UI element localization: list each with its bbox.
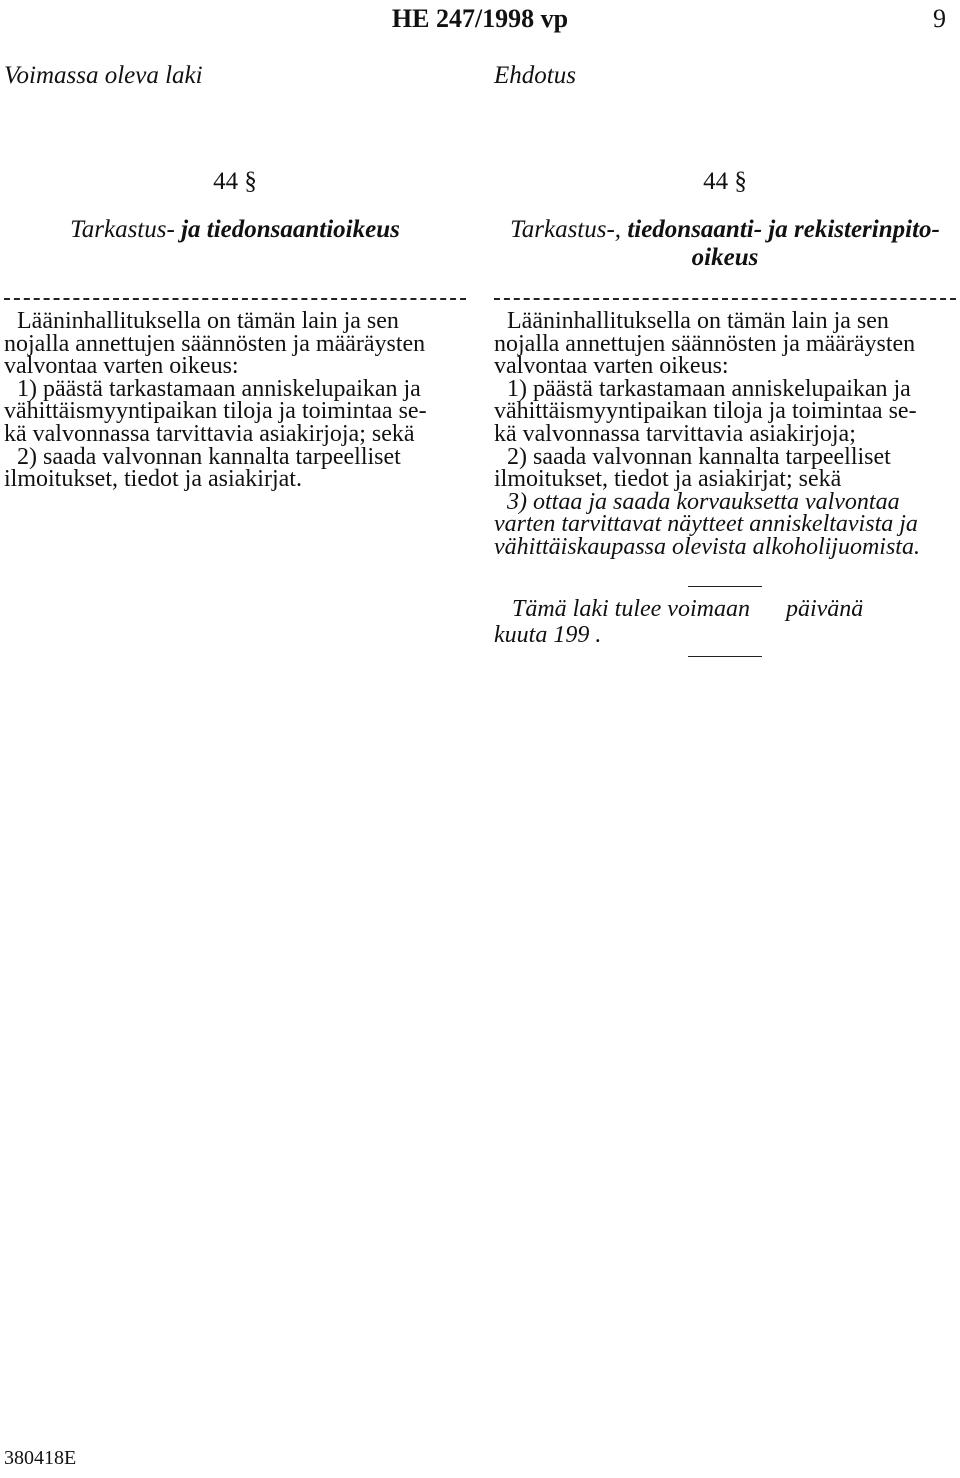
left-paragraph: [4, 310, 466, 491]
right-line: vähittäismyyntipaikan tiloja ja toimintaa se-: [494, 398, 917, 425]
left-section-number: 44 §: [213, 168, 257, 195]
right-title-bold-line1: tiedonsaanti- ja rekisterinpito-: [627, 216, 940, 243]
left-line: 1) päästä tarkastamaan anniskelupaikan ja: [17, 375, 421, 402]
entry-into-force: [494, 596, 956, 648]
document-header-title: HE 247/1998 vp: [391, 4, 569, 33]
right-line: kä valvonnassa tarvittavia asiakirjoja;: [494, 420, 856, 447]
left-line: nojalla annettujen säännösten ja määräysten: [4, 330, 426, 357]
right-section-title: [494, 216, 956, 272]
left-line: vähittäismyyntipaikan tiloja ja toimintaa se-: [4, 398, 427, 425]
right-line: ilmoitukset, tiedot ja asiakirjat; sekä: [494, 466, 842, 493]
left-line: 2) saada valvonnan kannalta tarpeelliset: [17, 443, 401, 470]
entry-line-1: Tämä laki tulee voimaan päivänä: [512, 596, 864, 622]
left-title-bold: ja tiedonsaantioikeus: [181, 216, 400, 243]
right-column-label: Ehdotus: [494, 62, 576, 89]
left-line: Lääninhallituksella on tämän lain ja sen: [17, 308, 399, 334]
entry-line-2: kuuta 199 .: [494, 622, 602, 648]
left-line: kä valvonnassa tarvittavia asiakirjoja; sekä: [4, 420, 415, 447]
left-line: ilmoitukset, tiedot ja asiakirjat.: [4, 466, 302, 493]
right-section-number: 44 §: [703, 168, 747, 195]
right-title-bold-line2: oikeus: [691, 244, 759, 271]
right-new-line: vähittäiskaupassa olevista alkoholijuomista.: [494, 533, 920, 560]
right-new-line: 3) ottaa ja saada korvauksetta valvontaa: [507, 488, 900, 515]
left-line: valvontaa varten oikeus:: [4, 353, 239, 380]
right-line: valvontaa varten oikeus:: [494, 353, 729, 380]
page-number: 9: [933, 4, 946, 33]
footer-code: 380418E: [4, 1447, 77, 1469]
document-end-line: [688, 656, 762, 657]
left-title-plain: Tarkastus-: [70, 216, 182, 243]
right-omission-line: [494, 298, 956, 300]
right-line: Lääninhallituksella on tämän lain ja sen: [507, 308, 889, 334]
right-new-line: varten tarvittavat näytteet anniskeltavista ja: [494, 511, 918, 538]
right-paragraph: [494, 310, 956, 559]
left-omission-line: [4, 298, 466, 300]
section-end-line: [688, 586, 762, 587]
right-line: 1) päästä tarkastamaan anniskelupaikan ja: [507, 375, 911, 402]
left-column-label: Voimassa oleva laki: [4, 62, 203, 89]
right-column: [494, 0, 960, 1478]
right-line: nojalla annettujen säännösten ja määräysten: [494, 330, 916, 357]
right-line: 2) saada valvonnan kannalta tarpeelliset: [507, 443, 891, 470]
right-title-plain: Tarkastus-,: [510, 216, 628, 243]
left-section-title: [4, 216, 466, 244]
left-column: [4, 0, 466, 1478]
